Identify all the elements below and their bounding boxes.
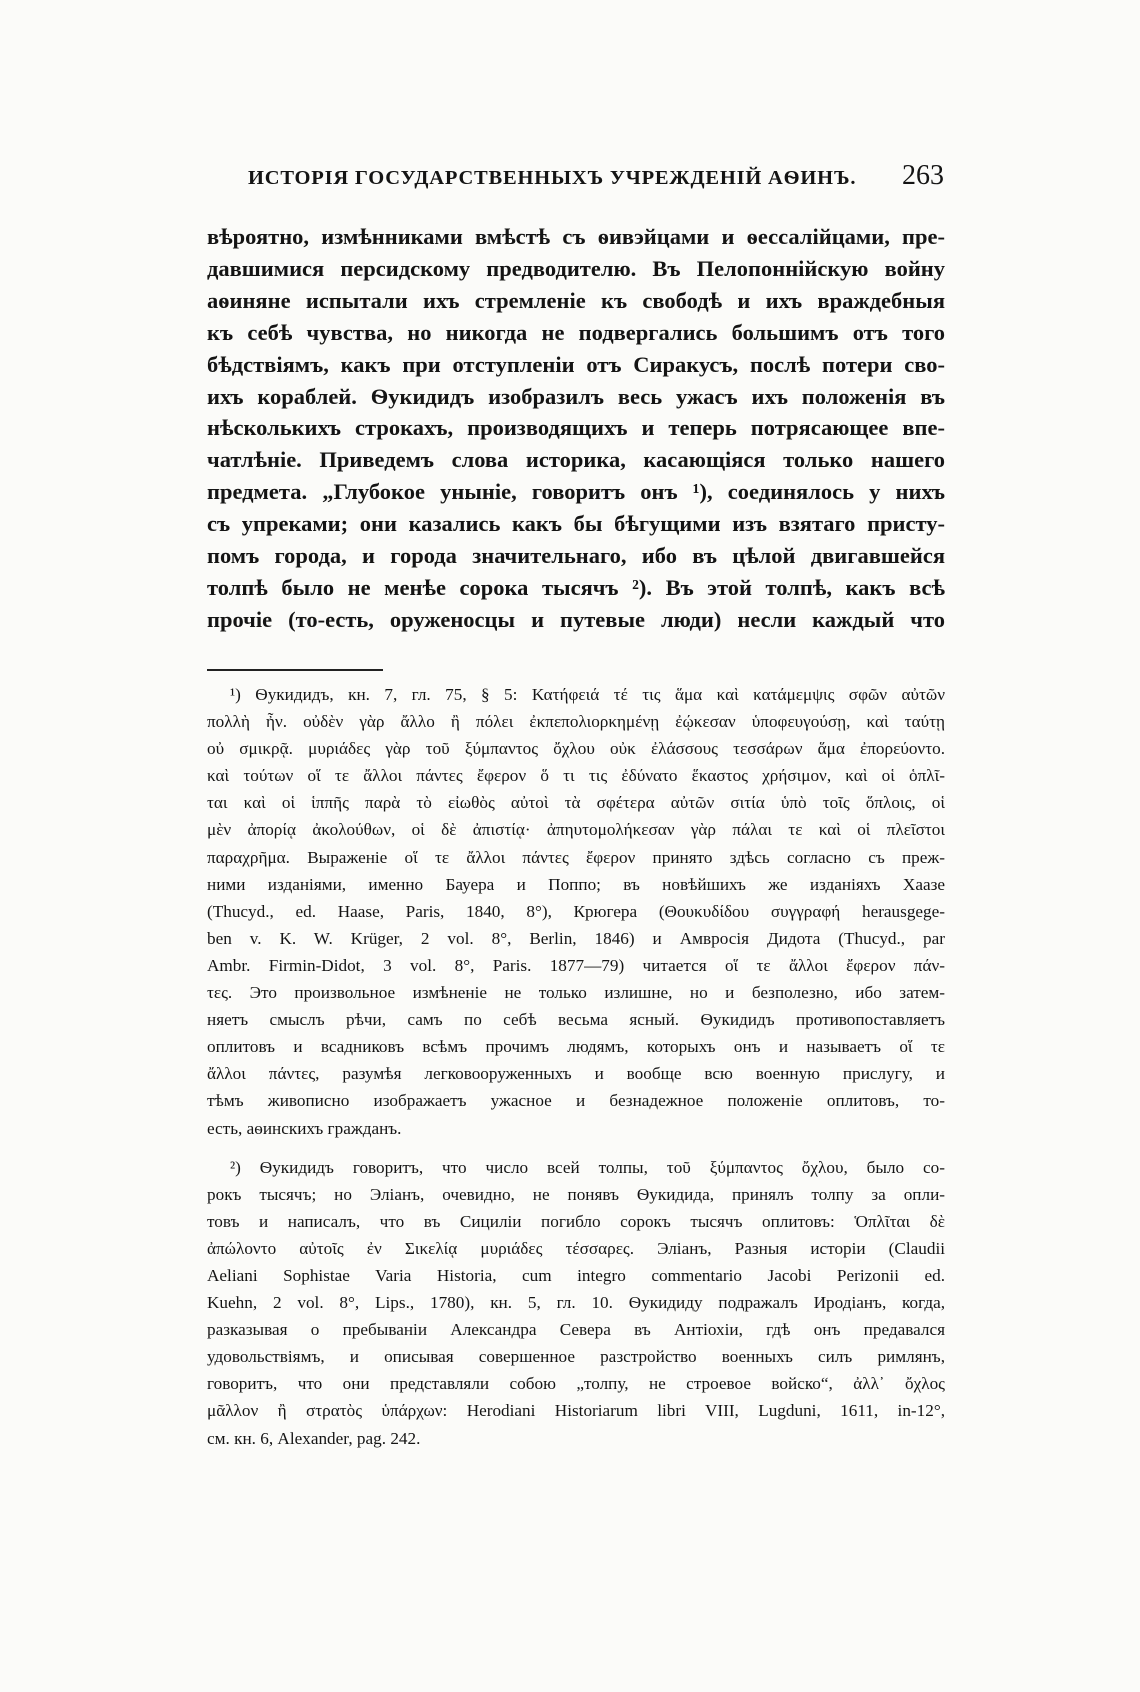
footnote-line: разказывая о пребываніи Александра Севера въ Антіохіи, гдѣ онъ предавался [207, 1320, 945, 1340]
footnote-line: ¹) Ѳукидидъ, кн. 7, гл. 75, § 5: Κατήφειά τέ τις ἅμα καὶ κατάμεμψις σφῶν αὐτῶν [230, 685, 945, 704]
footnotes [207, 681, 945, 1452]
text-line: аѳиняне испытали ихъ стремленіе къ свободѣ и ихъ враждебныя [207, 287, 945, 313]
text-line: къ себѣ чувства, но никогда не подвергались большимъ отъ того [207, 319, 945, 345]
footnote-line: ²) Ѳукидидъ говоритъ, что число всей толпы, τοῦ ξύμπαντος ὄχλου, было со- [230, 1157, 945, 1177]
text-line: прочіе (то-есть, оруженосцы и путевые люди) несли каждый что [207, 606, 945, 632]
text-line: толпѣ было не менѣе сорока тысячъ ²). Въ этой толпѣ, какъ всѣ [207, 574, 945, 600]
text-line: чатлѣніе. Приведемъ слова историка, касающіяся только нашего [207, 447, 945, 473]
footnote-2 [207, 1154, 945, 1452]
text-line: вѣроятно, измѣнниками вмѣстѣ съ ѳивэйцами и ѳессалійцами, пре- [207, 224, 945, 249]
footnote-line: рокъ тысячъ; но Эліанъ, очевидно, не понявъ Ѳукидида, принялъ толпу за опли- [207, 1184, 945, 1204]
text-line: помъ города, и города значительнаго, ибо въ цѣлой двигавшейся [207, 543, 945, 569]
footnote-line: Aeliani Sophistae Varia Historia, cum integro commentario Jacobi Perizonii ed. [207, 1265, 945, 1285]
page-number: 263 [902, 160, 944, 191]
footnote-line: ται καὶ οἱ ἱππῆς παρὰ τὸ εἰωθὸς αὐτοὶ τὰ σφέτερα αὐτῶν σιτία ὑπὸ τοῖς ὅπλοις, οἱ [207, 793, 945, 813]
running-title: ИСТОРІЯ ГОСУДАРСТВЕННЫХЪ УЧРЕЖДЕНІЙ АѲИНЪ. [248, 167, 857, 189]
footnote-line: οὐ σμικρᾷ. μυριάδες γὰρ τοῦ ξύμπαντος ὄχλου οὐκ ἐλάσσους τεσσάρων ἅμα ἐπορεύοντο. [207, 739, 945, 759]
footnote-line: ἀπώλοντο αὐτοῖς ἐν Σικελίᾳ μυριάδες τέσσαρες. Эліанъ, Разныя исторіи (Claudii [207, 1238, 945, 1258]
footnote-line: см. кн. 6, Alexander, pag. 242. [207, 1428, 421, 1448]
text-line: ихъ кораблей. Ѳукидидъ изобразилъ весь ужасъ ихъ положенія въ [207, 383, 945, 409]
footnote-line: говоритъ, что они представляли собою „толпу, не строевое войско“, ἀλλ᾽ ὄχλος [207, 1374, 945, 1394]
footnote-line: удовольствіямъ, и описывая совершенное разстройство военныхъ силъ римлянъ, [207, 1347, 945, 1367]
footnote-line: καὶ τούτων οἵ τε ἄλλοι πάντες ἔφερον ὅ τι τις ἐδύνατο ἕκαστος χρήσιμον, καὶ οἱ ὁπλῖ- [207, 766, 945, 786]
footnote-line: оплитовъ и всадниковъ всѣмъ прочимъ людямъ, которыхъ онъ и называетъ οἵ τε [207, 1037, 945, 1057]
footnote-line: ними изданіями, именно Бауера и Поппо; въ новѣйшихъ же изданіяхъ Хаазе [207, 874, 945, 894]
footnote-line: μᾶλλον ἢ στρατὸς ὑπάρχων: Herodiani Historiarum libri VIII, Lugduni, 1611, in-12°, [207, 1401, 945, 1421]
footnote-line: няетъ смыслъ рѣчи, самъ по себѣ весьма ясный. Ѳукидидъ противопоставляетъ [207, 1010, 945, 1030]
footnote-line: товъ и написалъ, что въ Сициліи погибло сорокъ тысячъ оплитовъ: Ὁπλῖται δὲ [207, 1211, 945, 1231]
footnote-line: (Thucyd., ed. Haase, Paris, 1840, 8°), Крюгера (Θουκυδίδου συγγραφή herausgege- [207, 901, 945, 921]
footnote-line: Kuehn, 2 vol. 8°, Lips., 1780), кн. 5, гл. 10. Ѳукидиду подражалъ Иродіанъ, когда, [207, 1293, 945, 1313]
footnote-1 [207, 681, 945, 1142]
footnote-line: ben v. K. W. Krüger, 2 vol. 8°, Berlin, 1846) и Амвросія Дидота (Thucyd., par [207, 928, 945, 948]
footnote-line: τες. Это произвольное измѣненіе не только излишне, но и безполезно, ибо затем- [207, 983, 945, 1003]
text-line: предмета. „Глубокое уныніе, говоритъ онъ ¹), соединялось у нихъ [207, 479, 945, 505]
footnote-separator [207, 669, 383, 671]
text-line: нѣсколькихъ строкахъ, производящихъ и теперь потрясающее впе- [207, 415, 945, 441]
text-line: давшимися персидскому предводителю. Въ Пелопоннійскую войну [207, 255, 945, 281]
footnote-line: ἄλλοι πάντες, разумѣя легковооруженныхъ и вообще всю военную прислугу, и [207, 1064, 945, 1084]
running-header [248, 160, 944, 194]
footnote-line: παραχρῆμα. Выраженіе οἵ τε ἄλλοι πάντες ἔφερον принято здѣсь согласно съ преж- [207, 847, 945, 867]
text-line: съ упреками; они казались какъ бы бѣгущими изъ взятаго присту- [207, 511, 945, 537]
footnote-line: тѣмъ живописно изображаетъ ужасное и безнадежное положеніе оплитовъ, то- [207, 1091, 945, 1111]
footnote-line: Ambr. Firmin-Didot, 3 vol. 8°, Paris. 1877—79) читается οἵ τε ἄλλοι ἔφερον πάν- [207, 955, 945, 975]
footnote-line: μὲν ἀπορίᾳ ἀκολούθων, οἱ δὲ ἀπιστίᾳ· ἀπηυτομολήκεσαν γὰρ πάλαι τε καὶ οἱ πλεῖστοι [207, 820, 945, 840]
text-line: бѣдствіямъ, какъ при отступленіи отъ Сиракусъ, послѣ потери сво- [207, 351, 945, 377]
footnote-line: есть, аѳинскихъ гражданъ. [207, 1118, 402, 1138]
footnote-line: πολλὴ ἦν. οὐδὲν γὰρ ἄλλο ἢ πόλει ἐκπεπολιορκημένῃ ἐῴκεσαν ὑποφευγούσῃ, καὶ ταύτῃ [207, 712, 945, 732]
main-text [207, 221, 945, 636]
